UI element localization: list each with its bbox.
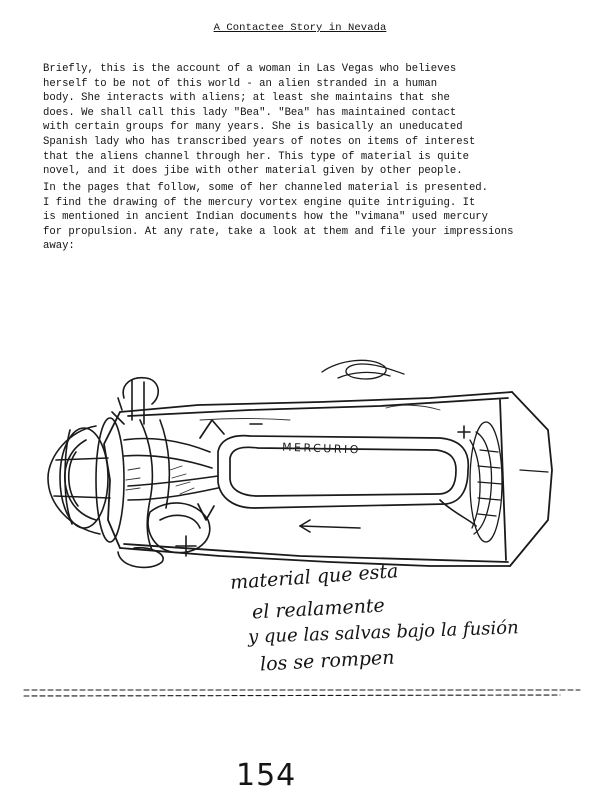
right-end-coils <box>470 422 548 542</box>
handwritten-note-line: material que esta <box>229 560 400 594</box>
handwritten-note-line: los se rompen <box>259 646 396 676</box>
feed-pipes <box>123 378 218 550</box>
handwritten-note-line: el realamente <box>251 594 386 624</box>
mercury-loop <box>198 420 468 520</box>
page-number: 154 <box>236 758 297 793</box>
paragraph-line: with certain groups for many years. She is basically an uneducated <box>43 121 463 134</box>
scribble-mark <box>322 360 404 379</box>
bottom-rule <box>24 690 580 696</box>
paragraph-line: I find the drawing of the mercury vortex engine quite intriguing. It <box>43 196 476 209</box>
paragraph-line: In the pages that follow, some of her channeled material is presented. <box>43 182 489 194</box>
paragraph-line: Spanish lady who has transcribed years of notes on items of interest <box>43 135 476 148</box>
paragraph-line: for propulsion. At any rate, take a look at them and file your impressions <box>43 225 514 238</box>
paragraph-line: is mentioned in ancient Indian documents how the "vimana" used mercury <box>43 211 489 224</box>
page-title: A Contactee Story in Nevada <box>213 22 387 34</box>
engine-body <box>104 392 552 566</box>
paragraph-line: does. We shall call this lady "Bea". "Bea" has maintained contact <box>43 106 457 119</box>
left-nose-cone <box>48 418 124 542</box>
paragraph-line: away: <box>43 240 75 253</box>
paragraph-line: herself to be not of this world - an alien stranded in a human <box>43 77 438 90</box>
paragraph-line: body. She interacts with aliens; at least she maintains that she <box>43 92 450 105</box>
paragraph-line: Briefly, this is the account of a woman in Las Vegas who believes <box>43 63 457 75</box>
paragraph-line: that the aliens channel through her. This type of material is quite <box>43 150 469 163</box>
handwritten-note-line: y que las salvas bajo la fusión <box>247 617 519 648</box>
mercurio-label: MERCURIO <box>281 440 362 457</box>
paragraph-line: novel, and it does jibe with other material given by other people. <box>43 165 463 178</box>
